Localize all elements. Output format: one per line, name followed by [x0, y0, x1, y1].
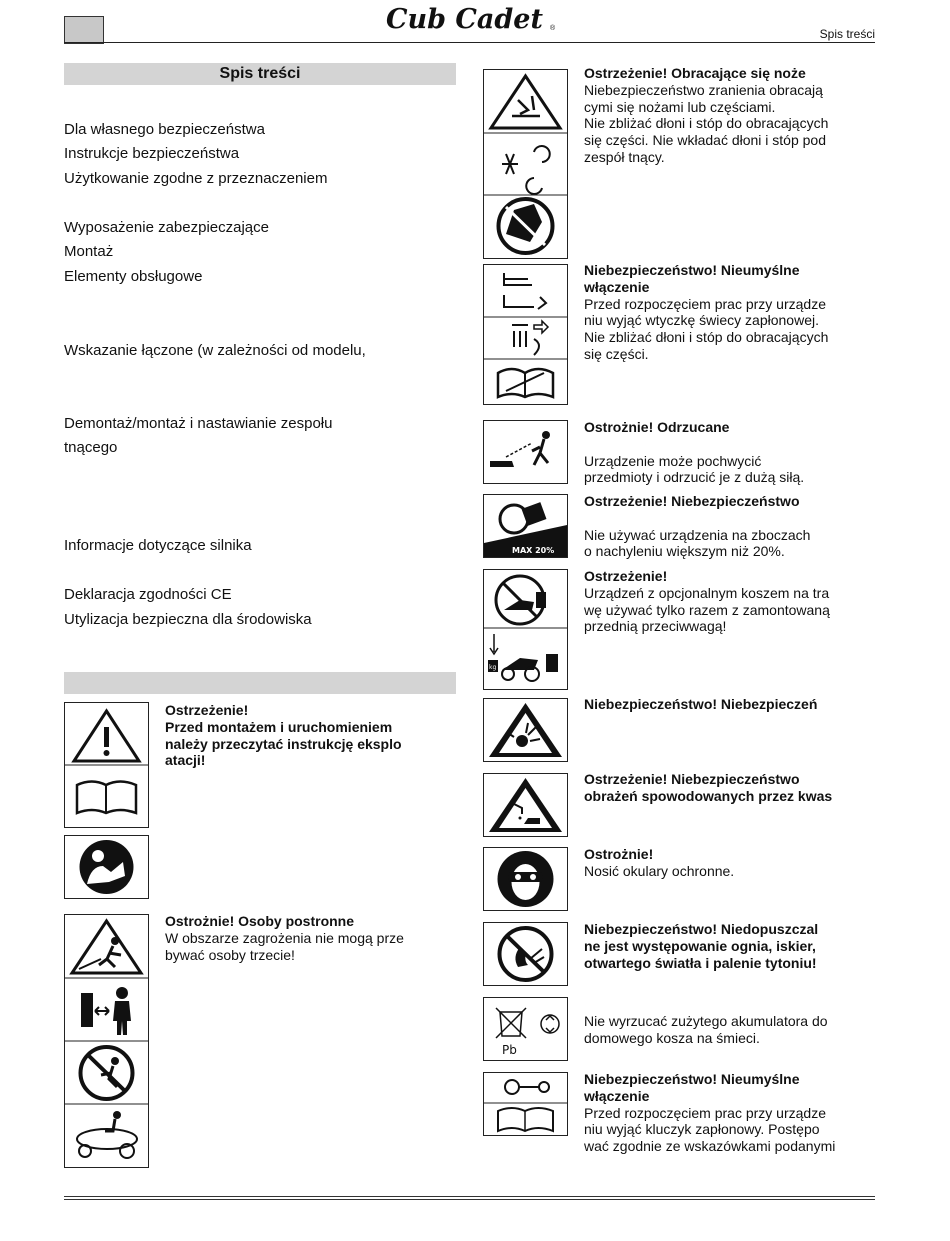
bystanders-symbol: [64, 914, 149, 1168]
counterweight-icon: [484, 570, 567, 689]
footer-divider: [64, 1196, 875, 1197]
no-fire-title: Niebezpieczeństwo! Niedopuszczal ne jest występowanie ognia, iskier, otwartego światła i palenie tytoniu!: [584, 921, 819, 971]
counterweight-text: [584, 568, 874, 635]
goggles-symbol: [483, 847, 568, 911]
counterweight-symbol: [483, 569, 568, 690]
brand-logo: [384, 2, 562, 36]
svg-text:Cub Cadet: Cub Cadet: [386, 4, 543, 35]
slope-max-icon: [484, 495, 567, 557]
toc-item[interactable]: Wyposażenie zabezpieczające: [64, 219, 269, 236]
header-section-title: Spis treści: [819, 27, 875, 41]
read-manual-icon: [65, 836, 148, 898]
rotating-blades-title: Ostrzeżenie! Obracające się noże: [584, 65, 806, 81]
thrown-objects-text: [584, 419, 874, 486]
goggles-text: [584, 846, 874, 880]
acid-title: Ostrzeżenie! Niebezpieczeństwo obrażeń spowodowanych przez kwas: [584, 771, 833, 804]
toc-item[interactable]: Wskazanie łączone (w zależności od modelu,: [64, 342, 366, 359]
ignition-key-text: [584, 1071, 874, 1155]
counterweight-title: Ostrzeżenie!: [584, 568, 668, 584]
slope-max-label: MAX 20%: [512, 546, 555, 555]
thrown-objects-title: Ostrożnie! Odrzucane: [584, 419, 730, 435]
explosion-text: [584, 696, 874, 713]
slope-body: Nie używać urządzenia na zboczach o nachyleniu większym niż 20%.: [584, 526, 811, 560]
warning-triangle-icon: [65, 703, 148, 827]
thrown-objects-body: Urządzenie może pochwycić przedmioty i odrzucić je z dużą siłą.: [584, 452, 805, 486]
explosion-icon: [484, 699, 567, 761]
safety-goggles-icon: [484, 848, 567, 910]
ignition-key-symbol: [483, 1072, 568, 1136]
toc-item[interactable]: Użytkowanie zgodne z przeznaczeniem: [64, 170, 328, 187]
toc-item[interactable]: tnącego: [64, 439, 118, 456]
rotating-blades-icon: [484, 70, 567, 258]
explosion-title: Niebezpieczeństwo! Niebezpieczeń: [584, 696, 818, 712]
spark-plug-title: Niebezpieczeństwo! Nieumyślne włączenie: [584, 262, 800, 295]
bystanders-body: W obszarze zagrożenia nie mogą prze bywać osoby trzecie!: [165, 929, 404, 963]
bystanders-icon: [65, 915, 148, 1167]
slope-title: Ostrzeżenie! Niebezpieczeństwo: [584, 493, 800, 509]
goggles-body: Nosić okulary ochronne.: [584, 862, 735, 879]
slope-symbol: [483, 494, 568, 558]
svg-text:®: ®: [550, 25, 556, 32]
warning-manual-text: [165, 702, 455, 769]
rotating-blades-symbol: [483, 69, 568, 259]
thrown-objects-icon: [484, 421, 567, 483]
battery-disposal-body: Nie wyrzucać zużytego akumulatora do domowego kosza na śmieci.: [584, 1012, 828, 1046]
crossed-bin-icon: [484, 998, 567, 1060]
no-fire-text: [584, 921, 874, 971]
goggles-title: Ostrożnie!: [584, 846, 654, 862]
toc-item[interactable]: Deklaracja zgodności CE: [64, 586, 232, 603]
thrown-objects-symbol: [483, 420, 568, 484]
kg-label: kg: [489, 664, 497, 671]
ignition-key-icon: [484, 1073, 567, 1135]
rotating-blades-text: [584, 65, 874, 166]
spark-plug-icon: [484, 265, 567, 404]
header-divider: [64, 42, 875, 43]
toc-item[interactable]: Utylizacja bezpieczna dla środowiska: [64, 611, 312, 628]
battery-disposal-symbol: [483, 997, 568, 1061]
ignition-key-title: Niebezpieczeństwo! Nieumyślne włączenie: [584, 1071, 800, 1104]
acid-text: [584, 771, 874, 805]
toc-item[interactable]: Instrukcje bezpieczeństwa: [64, 145, 240, 162]
no-fire-icon: [484, 923, 567, 985]
ignition-key-body: Przed rozpoczęciem prac przy urządze niu wyjąć kluczyk zapłonowy. Postępo wać zgodnie ze wskazówkami podanymi: [584, 1104, 836, 1155]
warning-manual-body: Przed montażem i uruchomieniem należy przeczytać instrukcję eksplo atacji!: [165, 718, 402, 769]
spark-plug-symbol: [483, 264, 568, 405]
toc-item[interactable]: Montaż: [64, 243, 114, 260]
slope-text: [584, 493, 874, 560]
bystanders-text: [165, 913, 455, 963]
acid-symbol: [483, 773, 568, 837]
toc-title: Spis treści: [64, 63, 456, 85]
section-bar: [64, 672, 456, 694]
recycle-icon: [541, 1015, 559, 1033]
toc-item[interactable]: Dla własnego bezpieczeństwa: [64, 121, 265, 138]
pb-label: Pb: [502, 1043, 517, 1057]
no-fire-symbol: [483, 922, 568, 986]
explosion-symbol: [483, 698, 568, 762]
toc-item[interactable]: Demontaż/montaż i nastawianie zespołu: [64, 415, 333, 432]
warning-manual-title: Ostrzeżenie!: [165, 702, 249, 718]
spark-plug-text: [584, 262, 874, 363]
toc-item[interactable]: Informacje dotyczące silnika: [64, 537, 252, 554]
spark-plug-body: Przed rozpoczęciem prac przy urządze niu wyjąć wtyczkę świecy zapłonowej. Nie zbliżać dłoni i stóp do obracających się części.: [584, 295, 829, 362]
footer-divider: [64, 1199, 875, 1200]
counterweight-body: Urządzeń z opcjonalnym koszem na tra wę używać tylko razem z zamontowaną przednią przeciwwagą!: [584, 584, 830, 635]
bystanders-title: Ostrożnie! Osoby postronne: [165, 913, 355, 929]
page-number-box: [64, 16, 104, 44]
warning-read-manual-symbol: [64, 702, 149, 828]
rotating-blades-body: Niebezpieczeństwo zranienia obracają cymi się nożami lub częściami. Nie zbliżać dłoni i stóp do obracających się części. Nie wkładać dłoni i stóp pod zespół tnący.: [584, 81, 829, 165]
read-manual-symbol: [64, 835, 149, 899]
acid-icon: [484, 774, 567, 836]
battery-disposal-text: [584, 996, 874, 1046]
toc-item[interactable]: Elementy obsługowe: [64, 268, 203, 285]
